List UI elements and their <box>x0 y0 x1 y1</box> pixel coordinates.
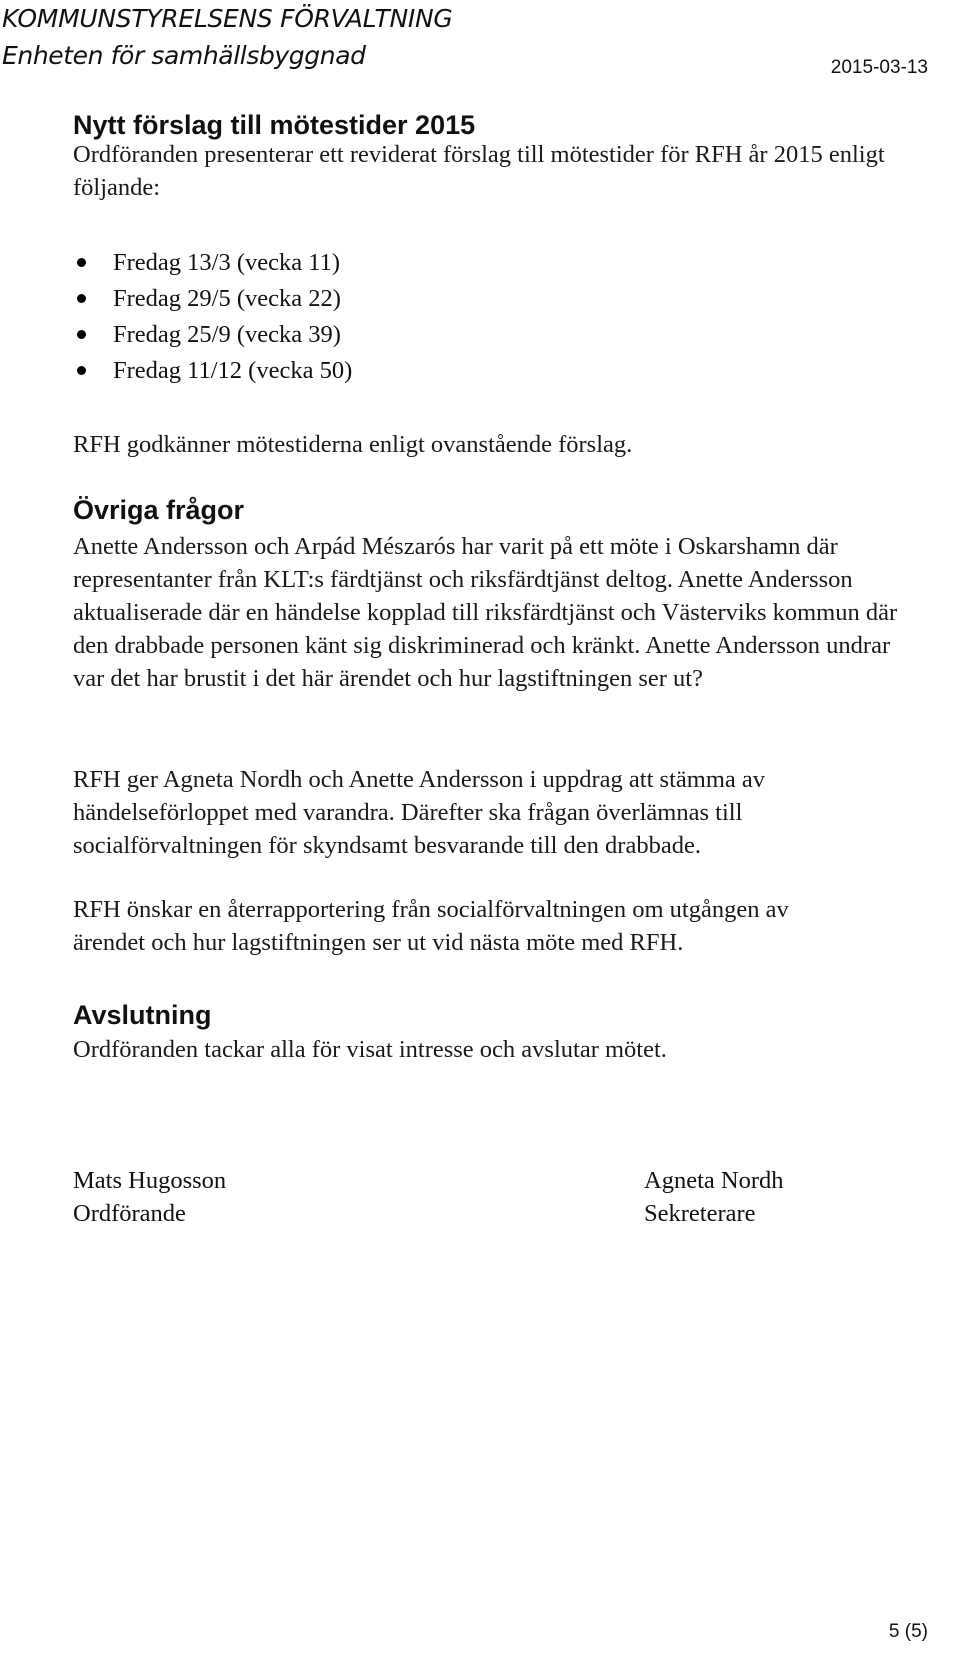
section-heading-meeting-times: Nytt förslag till mötestider 2015 <box>73 110 476 140</box>
page-number: 5 (5) <box>888 1621 928 1642</box>
signatory-role: Ordförande <box>73 1200 186 1227</box>
signatory-name: Agneta Nordh <box>644 1167 784 1194</box>
other-matters-paragraph: Anette Andersson och Arpád Mészarós har varit på ett möte i Oskarshamn där representanter från KLT:s färdtjänst och riksfärdtjänst deltog. Anette Andersson aktualiserade där en händelse kopplad till riksfärdtjänst och Västerviks kommun där den drabbade personen känt sig diskriminerad och kränkt. Anette Andersson undrar var det har brustit i det här ärendet och hur lagstiftningen ser ut? <box>73 533 898 692</box>
signatory-name: Mats Hugosson <box>73 1167 227 1194</box>
meeting-date: Fredag 13/3 (vecka 11) <box>113 249 340 276</box>
meeting-date: Fredag 25/9 (vecka 39) <box>113 321 341 348</box>
list-item <box>73 246 352 282</box>
list-item <box>73 282 352 318</box>
list-item <box>73 354 352 390</box>
signatory-role: Sekreterare <box>644 1200 756 1227</box>
closing-text: Ordföranden tackar alla för visat intresse och avslutar mötet. <box>73 1036 667 1063</box>
meeting-times-intro: Ordföranden presenterar ett reviderat förslag till mötestider för RFH år 2015 enligt följande: <box>73 141 885 201</box>
meeting-times-decision: RFH godkänner mötestiderna enligt ovanstående förslag. <box>73 431 633 458</box>
meeting-date: Fredag 29/5 (vecka 22) <box>113 285 341 312</box>
other-matters-followup: RFH önskar en återrapportering från socialförvaltningen om utgången av ärendet och hur lagstiftningen ser ut vid nästa möte med RFH. <box>73 896 789 956</box>
bullet-icon <box>77 330 86 339</box>
section-heading-other-matters: Övriga frågor <box>73 495 245 525</box>
bullet-icon <box>77 366 86 375</box>
other-matters-decision: RFH ger Agneta Nordh och Anette Andersson i uppdrag att stämma av händelseförloppet med varandra. Därefter ska frågan överlämnas till socialförvaltningen för skyndsamt besvarande till den drabbade. <box>73 766 765 859</box>
unit-name: Enheten för samhällsbyggnad <box>2 41 366 70</box>
document-date: 2015-03-13 <box>830 57 928 78</box>
list-item <box>73 318 352 354</box>
organization-name: KOMMUNSTYRELSENS FÖRVALTNING <box>2 4 453 33</box>
bullet-icon <box>77 294 86 303</box>
section-heading-closing: Avslutning <box>73 1000 212 1030</box>
meeting-date: Fredag 11/12 (vecka 50) <box>113 357 353 384</box>
meeting-dates-list <box>73 246 352 390</box>
bullet-icon <box>77 258 86 267</box>
